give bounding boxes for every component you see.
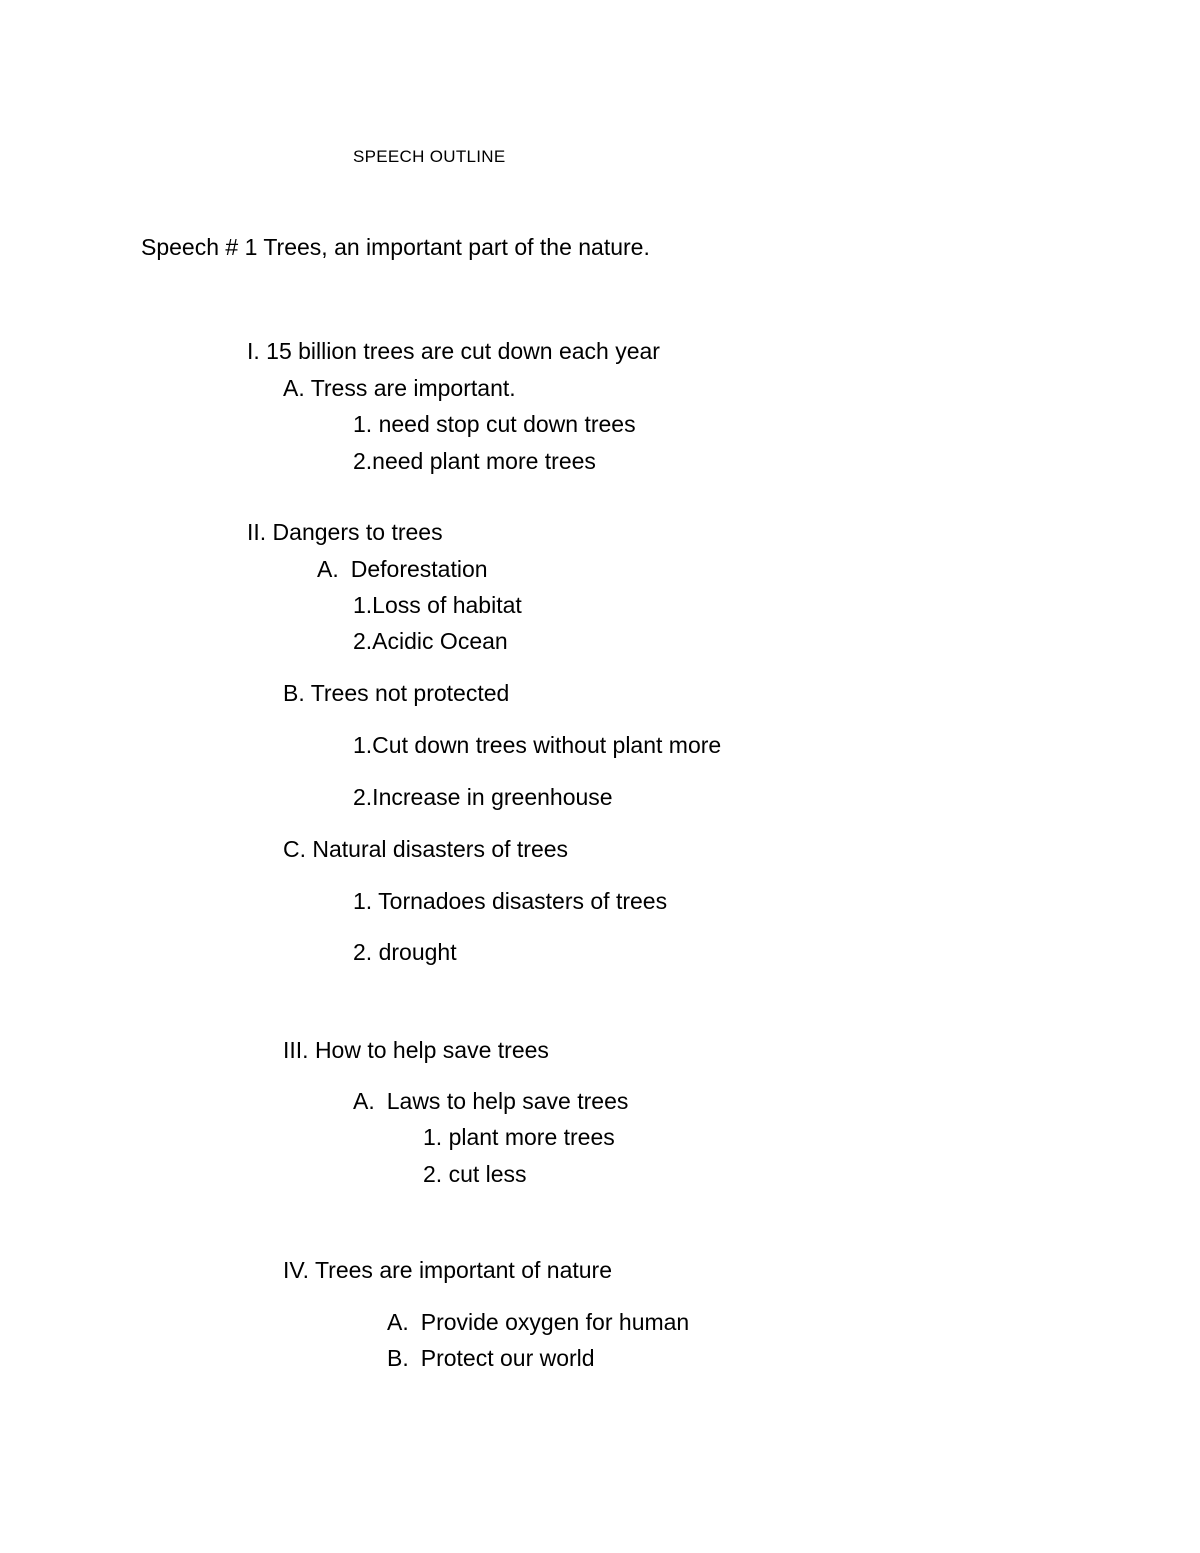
outline-item-section-2-a (317, 558, 488, 581)
list-marker: A. (353, 1088, 375, 1114)
outline-item-section-2-b-1: 1.Cut down trees without plant more (353, 732, 722, 758)
speech-title: Speech # 1 Trees, an important part of the nature. (141, 234, 650, 260)
outline-item-text: Laws to help save trees (386, 1088, 629, 1114)
outline-item-section-3-a-1: 1. plant more trees (423, 1124, 615, 1150)
outline-item-section-2-b-2: 2.Increase in greenhouse (353, 784, 613, 810)
outline-item-section-2-a-2: 2.Acidic Ocean (353, 628, 508, 654)
list-marker: A. (317, 556, 339, 582)
outline-item-section-1-a-2: 2.need plant more trees (353, 448, 596, 474)
outline-item-section-2-b: B. Trees not protected (283, 680, 510, 706)
outline-item-section-2-c-1: 1. Tornadoes disasters of trees (353, 888, 668, 914)
outline-item-section-2-c: C. Natural disasters of trees (283, 836, 569, 862)
outline-item-section-2: II. Dangers to trees (247, 519, 443, 545)
outline-item-section-2-c-2: 2. drought (353, 939, 457, 965)
list-marker: B. (387, 1345, 409, 1371)
outline-item-section-2-a-1: 1.Loss of habitat (353, 592, 522, 618)
outline-item-section-4-a (387, 1311, 689, 1334)
document-heading: SPEECH OUTLINE (353, 147, 506, 166)
list-marker: A. (387, 1309, 409, 1335)
outline-item-section-4: IV. Trees are important of nature (283, 1257, 612, 1283)
outline-item-section-3-a (353, 1090, 628, 1113)
outline-item-section-4-b (387, 1347, 595, 1370)
outline-item-text: Deforestation (350, 556, 488, 582)
outline-item-text: Provide oxygen for human (420, 1309, 690, 1335)
outline-item-section-1: I. 15 billion trees are cut down each year (247, 338, 660, 364)
outline-item-section-1-a-1: 1. need stop cut down trees (353, 411, 636, 437)
outline-item-section-3: III. How to help save trees (283, 1037, 549, 1063)
outline-item-section-1-a: A. Tress are important. (283, 375, 516, 401)
outline-item-section-3-a-2: 2. cut less (423, 1161, 527, 1187)
outline-item-text: Protect our world (420, 1345, 595, 1371)
